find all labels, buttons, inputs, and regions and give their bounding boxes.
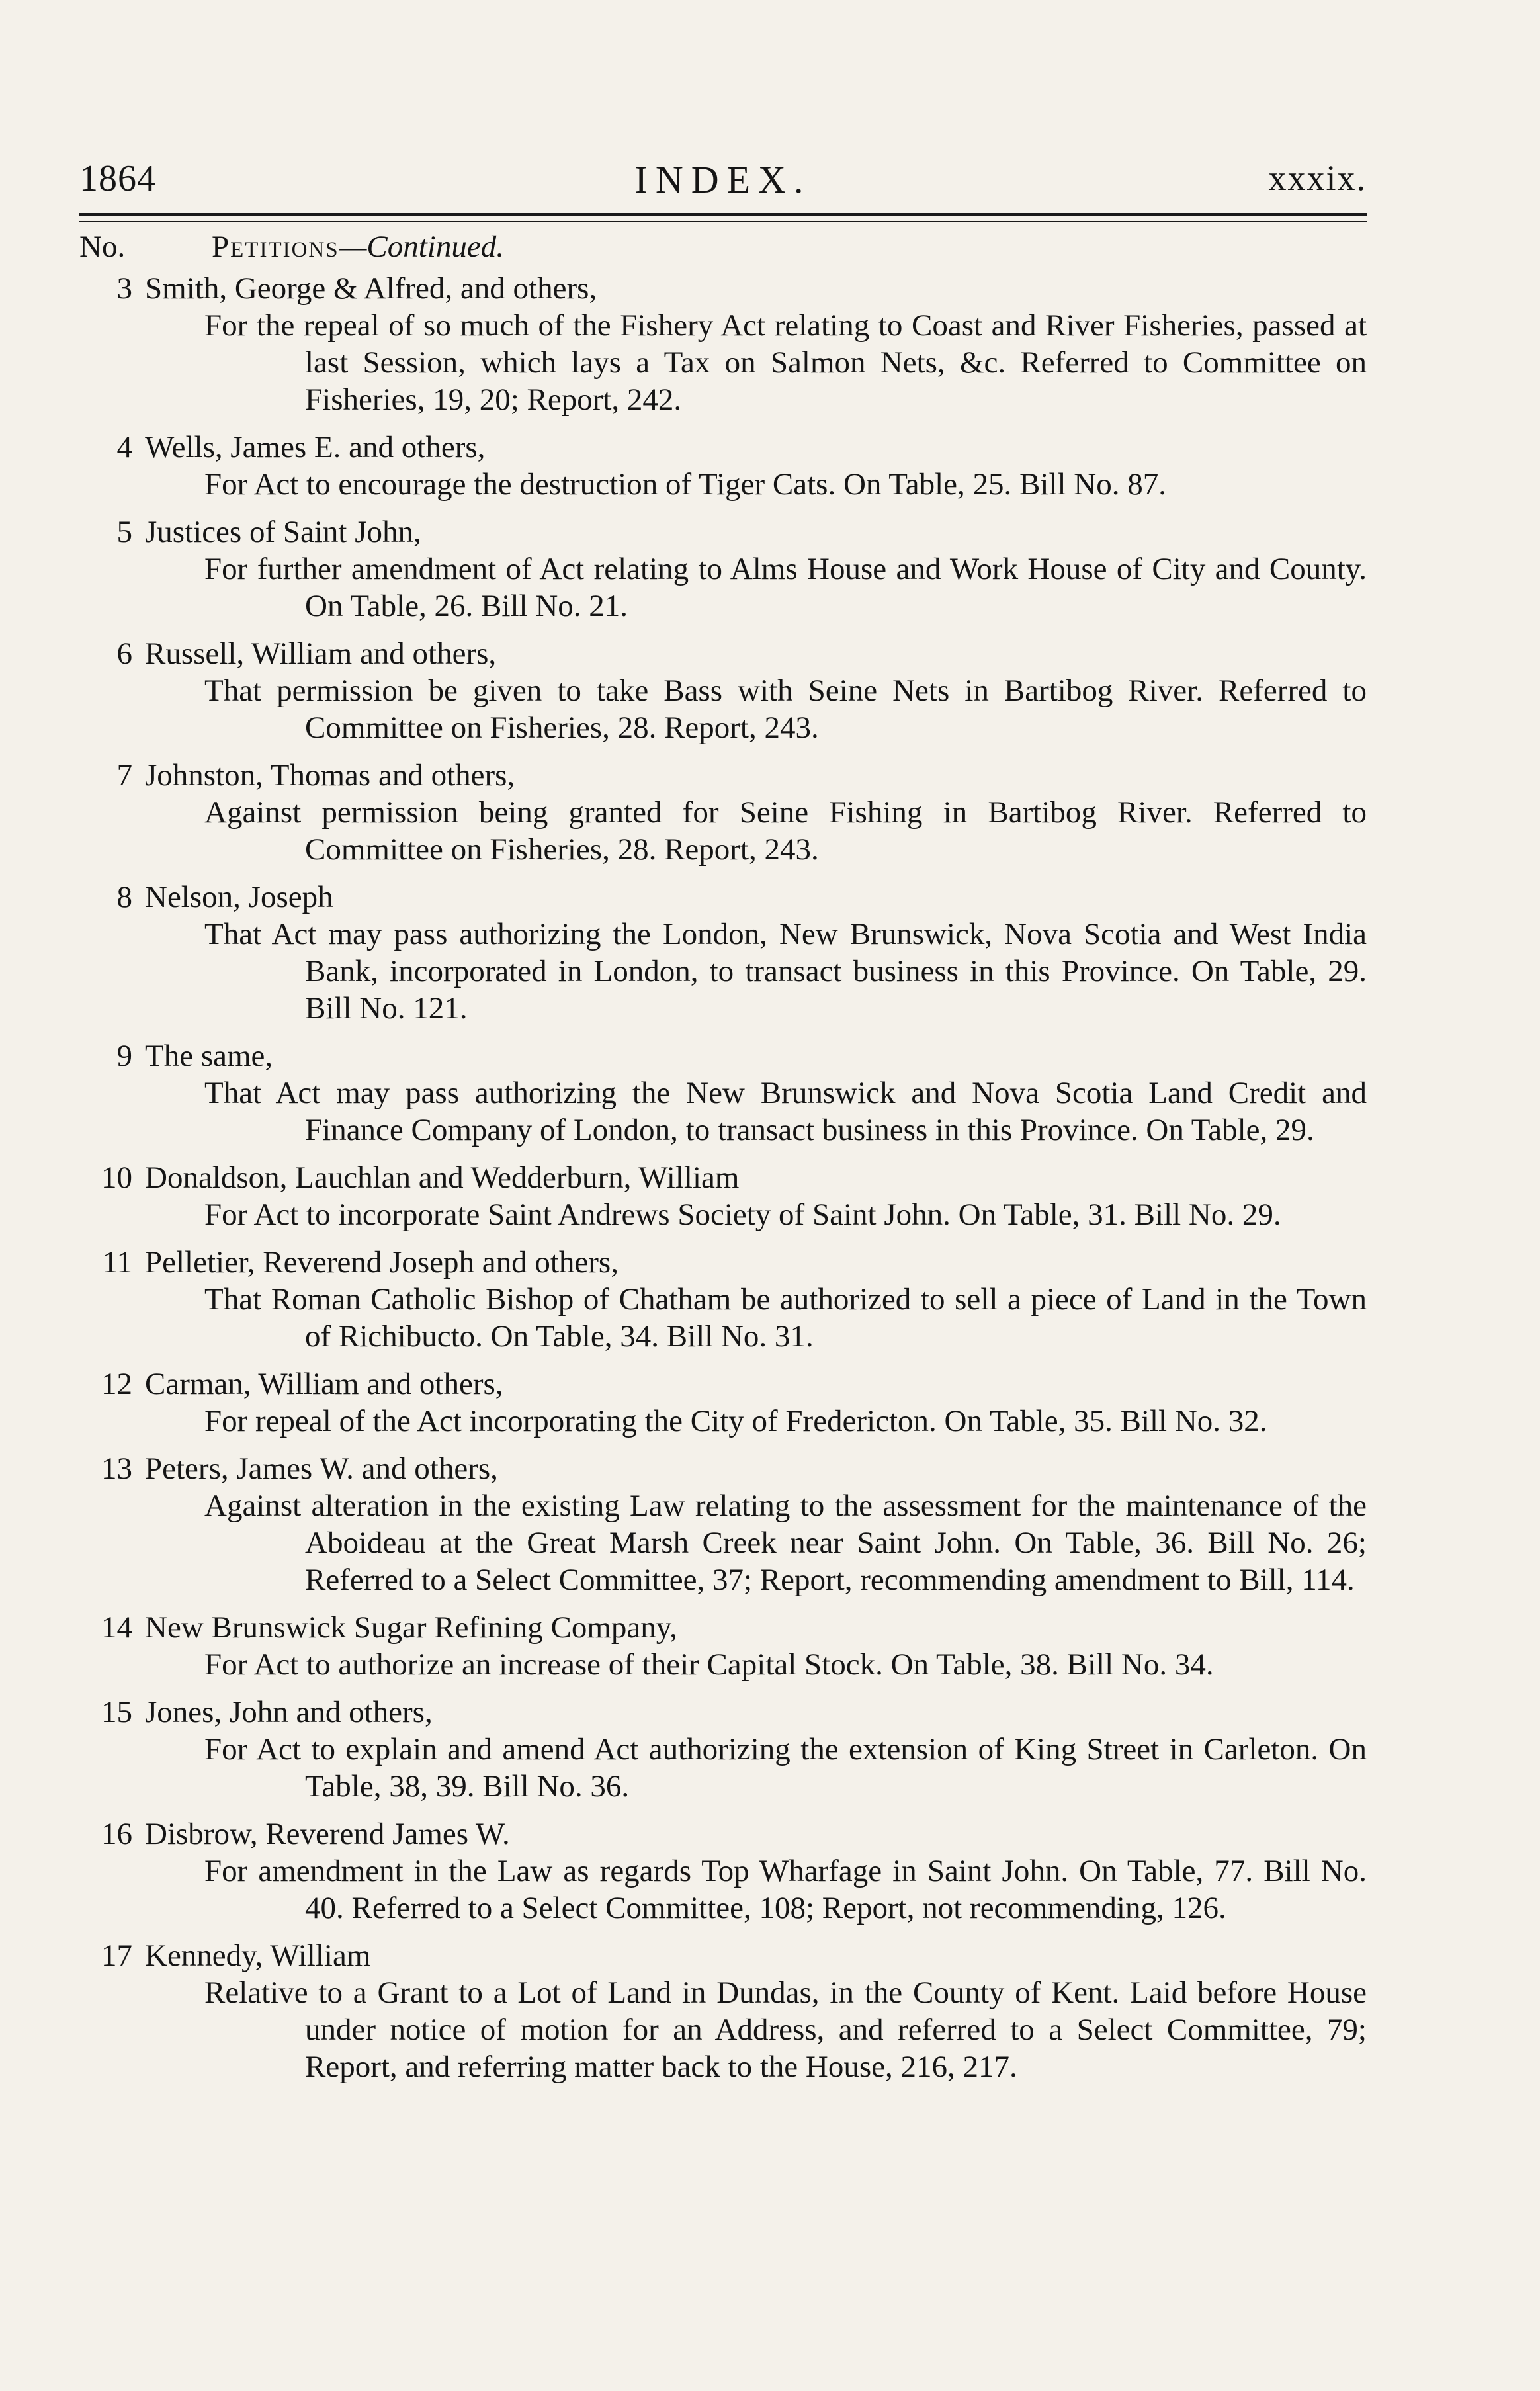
entry-petitioner: Jones, John and others, <box>145 1695 433 1729</box>
entry-number: 11 <box>102 1245 132 1280</box>
entry-description: Against alteration in the existing Law relating to the assessment for the maintenance of the Aboideau at the Great Marsh Creek near Saint John. On Table, 36. Bill No. 26; Referred to a Select Committee, 37; Report, recommending amendment to Bill, 114. <box>204 1489 1367 1597</box>
entry-number: 13 <box>101 1452 132 1486</box>
entry-heading <box>79 1694 1367 1731</box>
entry-number: 4 <box>116 430 132 464</box>
entry-number: 7 <box>116 758 132 793</box>
entry-description: For Act to authorize an increase of their Capital Stock. On Table, 38. Bill No. 34. <box>204 1647 1214 1682</box>
entry-heading <box>79 879 1367 916</box>
index-entry <box>79 513 1367 625</box>
index-entry <box>79 879 1367 1027</box>
entry-description: That Act may pass authorizing the London, New Brunswick, Nova Scotia and West India Bank, incorporated in London, to transact business in this Province. On Table, 29. Bill No. 121. <box>204 917 1367 1025</box>
index-entry <box>79 1366 1367 1440</box>
entry-heading <box>79 429 1367 466</box>
entry-petitioner: Pelletier, Reverend Joseph and others, <box>145 1245 619 1280</box>
section-name: Petitions <box>212 230 339 264</box>
entry-description: For further amendment of Act relating to Alms House and Work House of City and County. On Table, 26. Bill No. 21. <box>204 552 1367 623</box>
index-entry <box>79 429 1367 503</box>
index-entry <box>79 1159 1367 1233</box>
section-continued: —Continued. <box>339 230 504 264</box>
entry-heading <box>79 757 1367 794</box>
header-page-number: xxxix. <box>1268 158 1367 198</box>
entry-heading <box>79 1159 1367 1196</box>
entry-number: 3 <box>116 271 132 306</box>
entry-heading <box>79 1366 1367 1403</box>
index-entry <box>79 1937 1367 2085</box>
header-rule-thin <box>79 221 1367 222</box>
index-entry <box>79 635 1367 746</box>
entry-number: 16 <box>101 1817 132 1851</box>
entry-petitioner: Russell, William and others, <box>145 636 497 671</box>
index-entry <box>79 1450 1367 1598</box>
entry-heading <box>79 1937 1367 1974</box>
entry-petitioner: Johnston, Thomas and others, <box>145 758 515 793</box>
entry-description: That Roman Catholic Bishop of Chatham be authorized to sell a piece of Land in the Town of Richibucto. On Table, 34. Bill No. 31. <box>204 1282 1367 1354</box>
entry-description: For Act to incorporate Saint Andrews Society of Saint John. On Table, 31. Bill No. 29. <box>204 1197 1281 1232</box>
index-entry <box>79 1037 1367 1149</box>
header-rule-thick <box>79 213 1367 216</box>
entry-number: 9 <box>116 1039 132 1073</box>
entry-number: 14 <box>101 1610 132 1645</box>
entry-petitioner: Donaldson, Lauchlan and Wedderburn, William <box>145 1160 740 1195</box>
entry-heading <box>79 1244 1367 1281</box>
entry-heading <box>79 270 1367 307</box>
entry-heading <box>79 513 1367 550</box>
entry-description: Against permission being granted for Seine Fishing in Bartibog River. Referred to Committee on Fisheries, 28. Report, 243. <box>204 795 1367 867</box>
entry-petitioner: Disbrow, Reverend James W. <box>145 1817 510 1851</box>
entry-number: 8 <box>116 880 132 914</box>
entry-petitioner: Carman, William and others, <box>145 1367 503 1401</box>
entry-number: 6 <box>116 636 132 671</box>
entry-description: For the repeal of so much of the Fishery Act relating to Coast and River Fisheries, passed at last Session, which lays a Tax on Salmon Nets, &c. Referred to Committee on Fisheries, 19, 20; Report, 242. <box>204 308 1367 417</box>
entry-description: That permission be given to take Bass with Seine Nets in Bartibog River. Referred to Committee on Fisheries, 28. Report, 243. <box>204 674 1367 745</box>
petition-entries <box>79 270 1367 2096</box>
entry-number: 15 <box>101 1695 132 1729</box>
entry-heading <box>79 635 1367 672</box>
entry-heading <box>79 1037 1367 1074</box>
page-header <box>79 157 1367 204</box>
entry-number: 10 <box>101 1160 132 1195</box>
entry-number: 17 <box>101 1938 132 1973</box>
header-year: 1864 <box>79 158 156 199</box>
entry-heading <box>79 1450 1367 1487</box>
index-entry <box>79 757 1367 868</box>
entry-description: For Act to encourage the destruction of Tiger Cats. On Table, 25. Bill No. 87. <box>204 467 1166 501</box>
entry-description: For repeal of the Act incorporating the City of Fredericton. On Table, 35. Bill No. 32. <box>204 1404 1267 1438</box>
index-entry <box>79 1609 1367 1683</box>
entry-petitioner: New Brunswick Sugar Refining Company, <box>145 1610 677 1645</box>
entry-petitioner: Nelson, Joseph <box>145 880 333 914</box>
entry-petitioner: Justices of Saint John, <box>145 515 421 549</box>
entry-description: For amendment in the Law as regards Top Wharfage in Saint John. On Table, 77. Bill No. 40. Referred to a Select Committee, 108; Report, not recommending, 126. <box>204 1854 1367 1925</box>
entry-number: 12 <box>101 1367 132 1401</box>
index-entry <box>79 270 1367 418</box>
column-no-label: No. <box>79 230 126 264</box>
entry-number: 5 <box>116 515 132 549</box>
entry-heading <box>79 1609 1367 1646</box>
entry-heading <box>79 1815 1367 1852</box>
index-entry <box>79 1694 1367 1805</box>
entry-petitioner: Wells, James E. and others, <box>145 430 486 464</box>
column-header <box>79 229 1367 269</box>
entry-description: That Act may pass authorizing the New Brunswick and Nova Scotia Land Credit and Finance Company of London, to transact business in this Province. On Table, 29. <box>204 1076 1367 1147</box>
index-entry <box>79 1244 1367 1355</box>
entry-petitioner: The same, <box>145 1039 273 1073</box>
entry-petitioner: Peters, James W. and others, <box>145 1452 498 1486</box>
index-entry <box>79 1815 1367 1927</box>
header-title: INDEX. <box>634 158 812 201</box>
entry-petitioner: Kennedy, William <box>145 1938 371 1973</box>
section-heading <box>212 229 504 265</box>
entry-petitioner: Smith, George & Alfred, and others, <box>145 271 597 306</box>
entry-description: For Act to explain and amend Act authorizing the extension of King Street in Carleton. On Table, 38, 39. Bill No. 36. <box>204 1732 1367 1804</box>
entry-description: Relative to a Grant to a Lot of Land in Dundas, in the County of Kent. Laid before House under notice of motion for an Address, and referred to a Select Committee, 79; Report, and referring matter back to the House, 216, 217. <box>204 1976 1367 2084</box>
